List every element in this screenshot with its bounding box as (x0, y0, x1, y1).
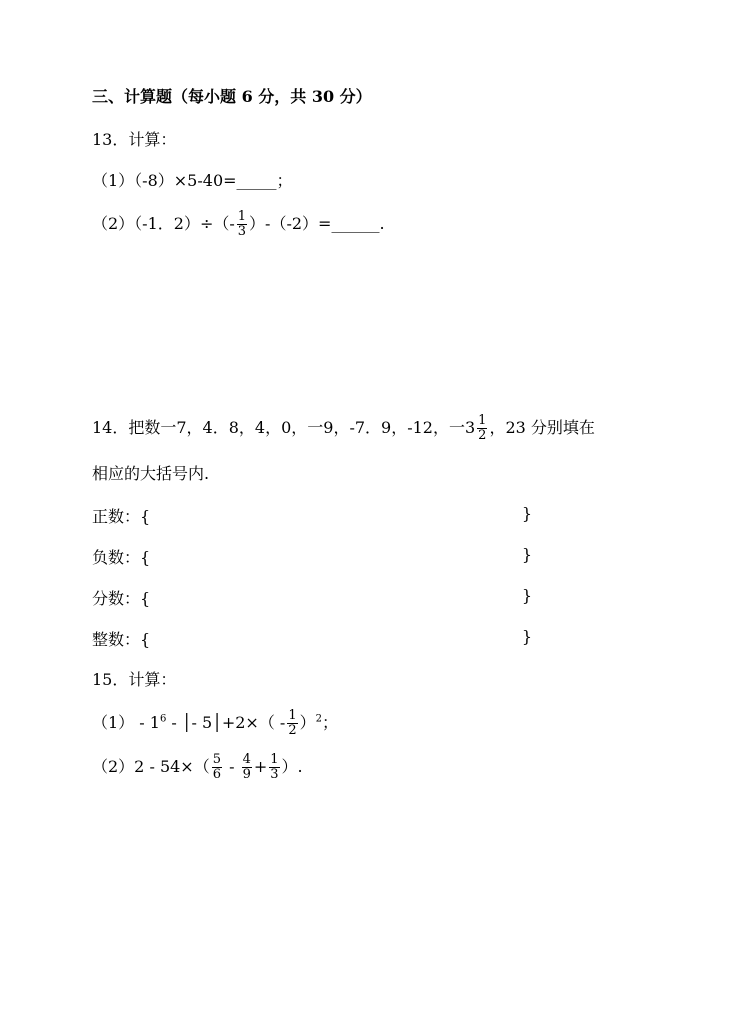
q15-p1-text-c: ） (299, 713, 316, 732)
q14-line1-suffix: ，23 分别填在 (489, 418, 595, 437)
fraction-numerator: 1 (478, 413, 487, 428)
fraction-numerator: 1 (288, 708, 297, 723)
fraction-denominator: 6 (212, 767, 221, 782)
q15-p1-fraction (287, 709, 297, 738)
q14-row-positive (92, 504, 532, 526)
row-close-brace: } (521, 586, 532, 605)
row-label: 整数：{ (92, 630, 151, 649)
fraction-numerator: 4 (242, 752, 251, 767)
q15-p2-text-b: ）. (281, 757, 303, 776)
fraction-numerator: 5 (212, 752, 221, 767)
q15-p1-text-a: （1） - 1 (92, 713, 160, 732)
q13-part1: （1）（-8）×5-40=_____； (92, 171, 293, 190)
q14-line2: 相应的大括号内. (92, 464, 210, 483)
q13-part2-fraction (237, 210, 247, 239)
q13-part2-suffix: ）-（-2）=______. (249, 214, 385, 233)
q15-p2-fraction-3 (269, 753, 279, 782)
q13-part2 (92, 208, 385, 240)
fraction-denominator: 2 (478, 428, 487, 443)
q14-line1-prefix: 14．把数一7，4．8，4，0，一9，-7．9，-12，一3 (92, 418, 476, 437)
q15-part1 (92, 706, 338, 740)
row-close-brace: } (521, 627, 532, 646)
q15-p1-text-d: ； (322, 713, 339, 732)
fraction-denominator: 3 (237, 224, 247, 239)
q15-p1-text-b: - │- 5│+2×（ - (166, 713, 286, 732)
section-title: 三、计算题（每小题 6 分，共 30 分） (92, 87, 372, 106)
fraction-denominator: 9 (242, 767, 251, 782)
q14-row-fraction (92, 586, 532, 608)
q15-p2-text-a: （2）2 - 54×（ (92, 757, 210, 776)
row-close-brace: } (521, 504, 532, 523)
q13-heading: 13．计算： (92, 130, 177, 149)
q15-p2-operator-1: - (224, 757, 240, 776)
q15-p2-operator-2: + (253, 757, 268, 776)
q15-p2-fraction-1 (212, 753, 222, 782)
fraction-numerator: 1 (270, 752, 279, 767)
row-label: 正数：{ (92, 507, 151, 526)
fraction-denominator: 2 (288, 723, 297, 738)
q15-p2-fraction-2 (242, 753, 252, 782)
row-close-brace: } (521, 545, 532, 564)
exponent: 6 (159, 713, 167, 725)
q14-mixed-fraction (477, 414, 487, 443)
fraction-numerator: 1 (237, 209, 247, 224)
q13-part2-prefix: （2）（-1．2）÷（- (92, 214, 235, 233)
exponent: 2 (315, 713, 323, 725)
q14-line1 (92, 412, 595, 444)
q14-row-integer (92, 627, 532, 649)
row-label: 负数：{ (92, 548, 151, 567)
q15-part2 (92, 750, 303, 784)
q14-row-negative (92, 545, 532, 567)
row-label: 分数：{ (92, 589, 151, 608)
q15-heading: 15．计算： (92, 670, 177, 689)
fraction-denominator: 3 (270, 767, 279, 782)
